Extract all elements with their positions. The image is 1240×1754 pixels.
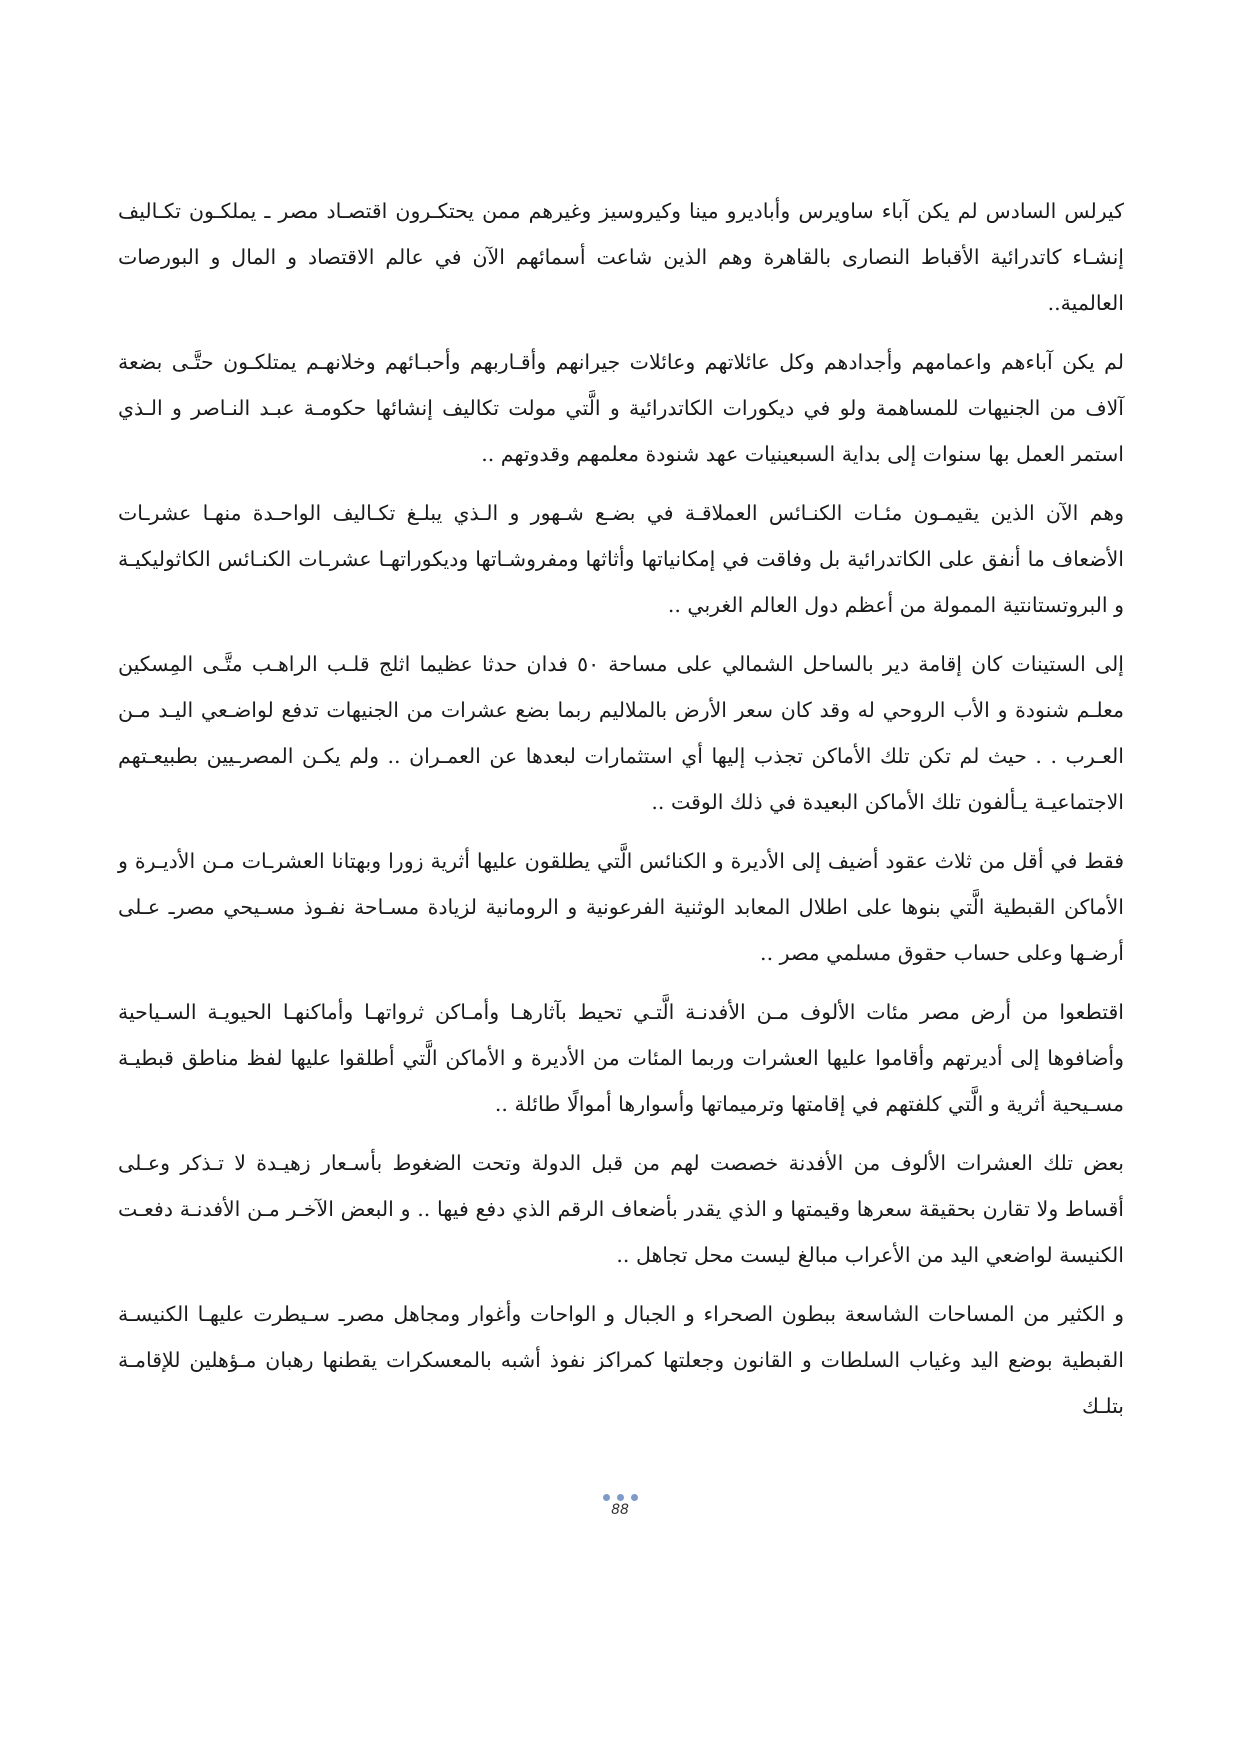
paragraph: اقتطعوا من أرض مصر مئات الألوف مـن الأفدنـة الَّتـي تحيط بآثارهـا وأمـاكن ثرواتهـا وأماكنهـا الحيويـة السـياحية وأضافوها إلى أديرتهم وأقاموا عليها العشرات وربما المئات من الأديرة و الأماكن الَّتي أطلقوا عليها لفظ مناطق قبطيـة مسـيحية أثرية و الَّتي كلفتهم في إقامتها وترميماتها وأسوارها أموالًا طائلة .. (118, 1000, 1124, 1116)
paragraph: بعض تلك العشرات الألوف من الأفدنة خصصت لهم من قبل الدولة وتحت الضغوط بأسـعار زهيـدة لا تـذكر وعـلى أقساط ولا تقارن بحقيقة سعرها وقيمتها و الذي يقدر بأضعاف الرقم الذي دفع فيها .. و البعض الآخـر مـن الأفدنـة دفعـت الكنيسة لواضعي اليد من الأعراب مبالغ ليست محل تجاهل .. (118, 1151, 1124, 1267)
paragraph: فقط في أقل من ثلاث عقود أضيف إلى الأديرة و الكنائس الَّتي يطلقون عليها أثرية زورا وبهتانا العشرـات مـن الأديـرة و الأماكن القبطية الَّتي بنوها على اطلال المعابد الوثنية الفرعونية و الرومانية لزيادة مسـاحة نفـوذ مسـيحي مصرـ عـلى أرضـها وعلى حساب حقوق مسلمي مصر .. (118, 849, 1124, 965)
page-footer (0, 1494, 1240, 1518)
paragraph: وهم الآن الذين يقيمـون مئـات الكنـائس العملاقـة في بضـع شـهور و الـذي يبلـغ تكـاليف الواحـدة منهـا عشرـات الأضعاف ما أنفق على الكاتدرائية بل وفاقت في إمكانياتها وأثاثها ومفروشـاتها وديكوراتهـا عشرـات الكنـائس الكاثوليكيـة و البروتستانتية الممولة من أعظم دول العالم الغربي .. (118, 501, 1124, 617)
ornament-dot (617, 1494, 624, 1501)
page-ornament (0, 1494, 1240, 1501)
page-body (118, 188, 1124, 1442)
paragraph: و الكثير من المساحات الشاسعة ببطون الصحراء و الجبال و الواحات وأغوار ومجاهل مصرـ سـيطرت عليهـا الكنيسـة القبطية بوضع اليد وغياب السلطات و القانون وجعلتها كمراكز نفوذ أشبه بالمعسكرات يقطنها رهبان مـؤهلين للإقامـة بتلـك (118, 1302, 1124, 1418)
paragraph: لم يكن آباءهم واعمامهم وأجدادهم وكل عائلاتهم وعائلات جيرانهم وأقـاربهم وأحبـائهم وخلانهـم يمتلكـون حتَّـى بضعة آلاف من الجنيهات للمساهمة ولو في ديكورات الكاتدرائية و الَّتي مولت تكاليف إنشائها حكومـة عبـد النـاصر و الـذي استمر العمل بها سنوات إلى بداية السبعينيات عهد شنودة معلمهم وقدوتهم .. (118, 350, 1124, 466)
ornament-dot (603, 1494, 610, 1501)
paragraph: إلى الستينات كان إقامة دير بالساحل الشمالي على مساحة ٥٠ فدان حدثا عظيما اثلج قلـب الراهـب متَّـى المِسكين معلـم شنودة و الأب الروحي له وقد كان سعر الأرض بالملاليم ربما بضع عشرات من الجنيهات تدفع لواضـعي اليـد مـن العـرب . . حيث لم تكن تلك الأماكن تجذب إليها أي استثمارات لبعدها عن العمـران .. ولم يكـن المصرـيين بطبيعـتهم الاجتماعيـة يـألفون تلك الأماكن البعيدة في ذلك الوقت .. (118, 652, 1124, 814)
paragraph: كيرلس السادس لم يكن آباء ساويرس وأباديرو مينا وكيروسيز وغيرهم ممن يحتكـرون اقتصـاد مصر ـ يملكـون تكـاليف إنشـاء كاتدرائية الأقباط النصارى بالقاهرة وهم الذين شاعت أسمائهم الآن في عالم الاقتصاد و المال و البورصات العالمية.. (118, 199, 1124, 315)
ornament-dot (631, 1494, 638, 1501)
page-number: 88 (611, 1502, 629, 1518)
